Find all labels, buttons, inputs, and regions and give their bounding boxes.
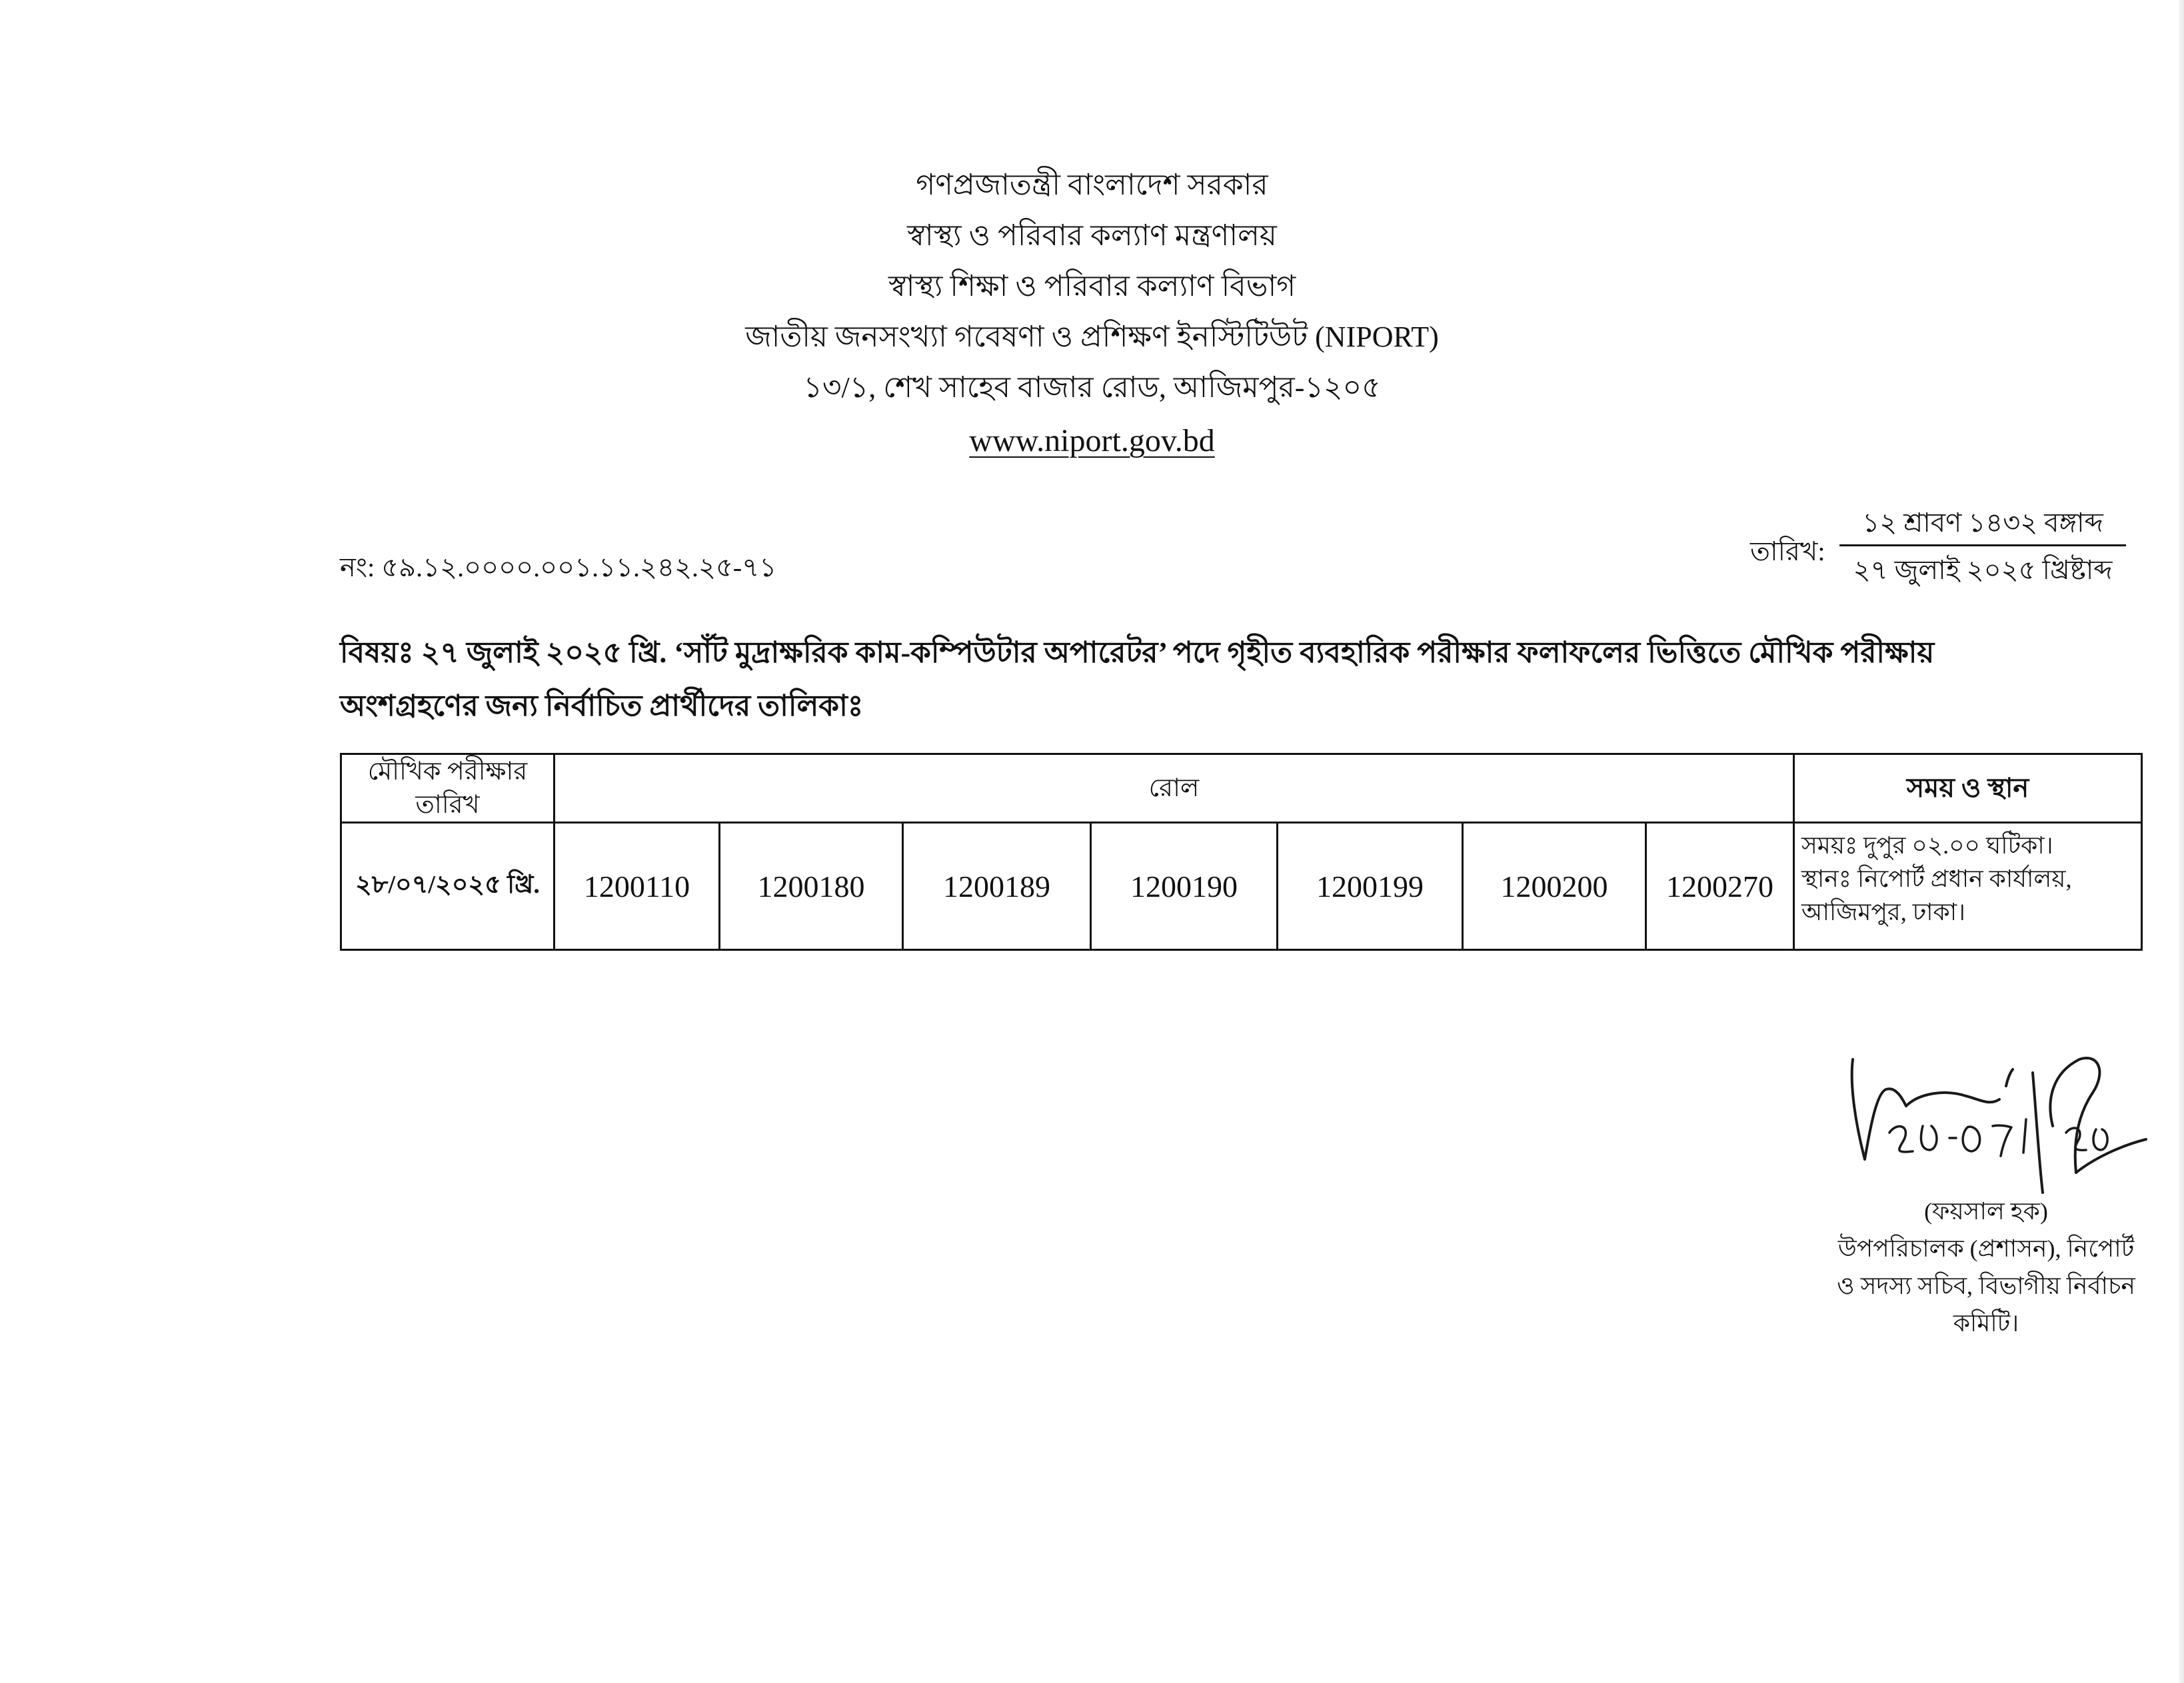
signatory-block [1813, 1193, 2159, 1342]
roll-cell: 1200200 [1463, 823, 1646, 950]
institute-name: জাতীয় জনসংখ্যা গবেষণা ও প্রশিক্ষণ ইনস্টিটিউট (NIPORT) [745, 320, 1439, 353]
header-time-place: সময় ও স্থান [1794, 754, 2142, 823]
roll-cell: 1200270 [1646, 823, 1794, 950]
exam-time: সময়ঃ দুপুর ০২.০০ ঘটিকা। [1801, 832, 2053, 859]
exam-date-cell: ২৮/০৭/২০২৫ খ্রি. [341, 823, 554, 950]
roll-cell: 1200190 [1091, 823, 1278, 950]
header-roll: রোল [554, 754, 1794, 823]
exam-place-line2: আজিমপুর, ঢাকা। [1801, 899, 1966, 925]
date-english: ২৭ জুলাই ২০২৫ খ্রিষ্টাব্দ [1853, 555, 2113, 585]
roll-cell: 1200199 [1278, 823, 1463, 950]
memo-number: নং: ৫৯.১২.০০০০.০০১.১১.২৪২.২৫-৭১ [340, 552, 777, 582]
signatory-designation-line2: ও সদস্য সচিব, বিভাগীয় নির্বাচন [1837, 1273, 2135, 1299]
institute-address: ১৩/১, শেখ সাহেব বাজার রোড, আজিমপুর-১২০৫ [803, 371, 1381, 404]
memo-date [1839, 503, 2126, 590]
header-exam-date: মৌখিক পরীক্ষার তারিখ [341, 754, 554, 823]
exam-place-line1: স্থানঃ নিপোর্ট প্রধান কার্যালয়, [1801, 865, 2072, 892]
signatory-name: (ফয়সাল হক) [1924, 1198, 2048, 1225]
division-name: স্বাস্থ্য শিক্ষা ও পরিবার কল্যাণ বিভাগ [888, 270, 1296, 302]
roll-cell: 1200189 [903, 823, 1091, 950]
website-link[interactable]: www.niport.gov.bd [969, 423, 1215, 458]
handwritten-signature [1813, 1033, 2184, 1219]
signatory-designation-line3: কমিটি। [1953, 1310, 2019, 1337]
subject-line: বিষয়ঃ ২৭ জুলাই ২০২৫ খ্রি. ‘সাঁট মুদ্রাক্ষরিক কাম-কম্পিউটার অপারেটর’ পদে গৃহীত ব্যবহারিক পরীক্ষার ফলাফলের ভিত্তিতে মৌখিক পরীক্ষায় অংশগ্রহণের জন্য নির্বাচিত প্রার্থীদের তালিকাঃ [340, 636, 1935, 722]
signature-drawing [1813, 1033, 2184, 1219]
letterhead [0, 160, 2184, 469]
government-name: গণপ্রজাতন্ত্রী বাংলাদেশ সরকার [916, 169, 1268, 201]
signatory-designation-line1: উপপরিচালক (প্রশাসন), নিপোর্ট [1837, 1235, 2135, 1262]
roll-cell: 1200180 [720, 823, 903, 950]
date-label: তারিখ: [1750, 536, 1825, 566]
ministry-name: স্বাস্থ্য ও পরিবার কল্যাণ মন্ত্রণালয় [907, 219, 1277, 252]
time-place-cell [1794, 823, 2142, 950]
table-header-row [341, 754, 2142, 823]
viva-schedule-table [340, 753, 2143, 951]
roll-cell: 1200110 [554, 823, 720, 950]
table-row [341, 823, 2142, 950]
date-bangla: ১২ শ্রাবণ ১৪৩২ বঙ্গাব্দ [1839, 503, 2126, 546]
